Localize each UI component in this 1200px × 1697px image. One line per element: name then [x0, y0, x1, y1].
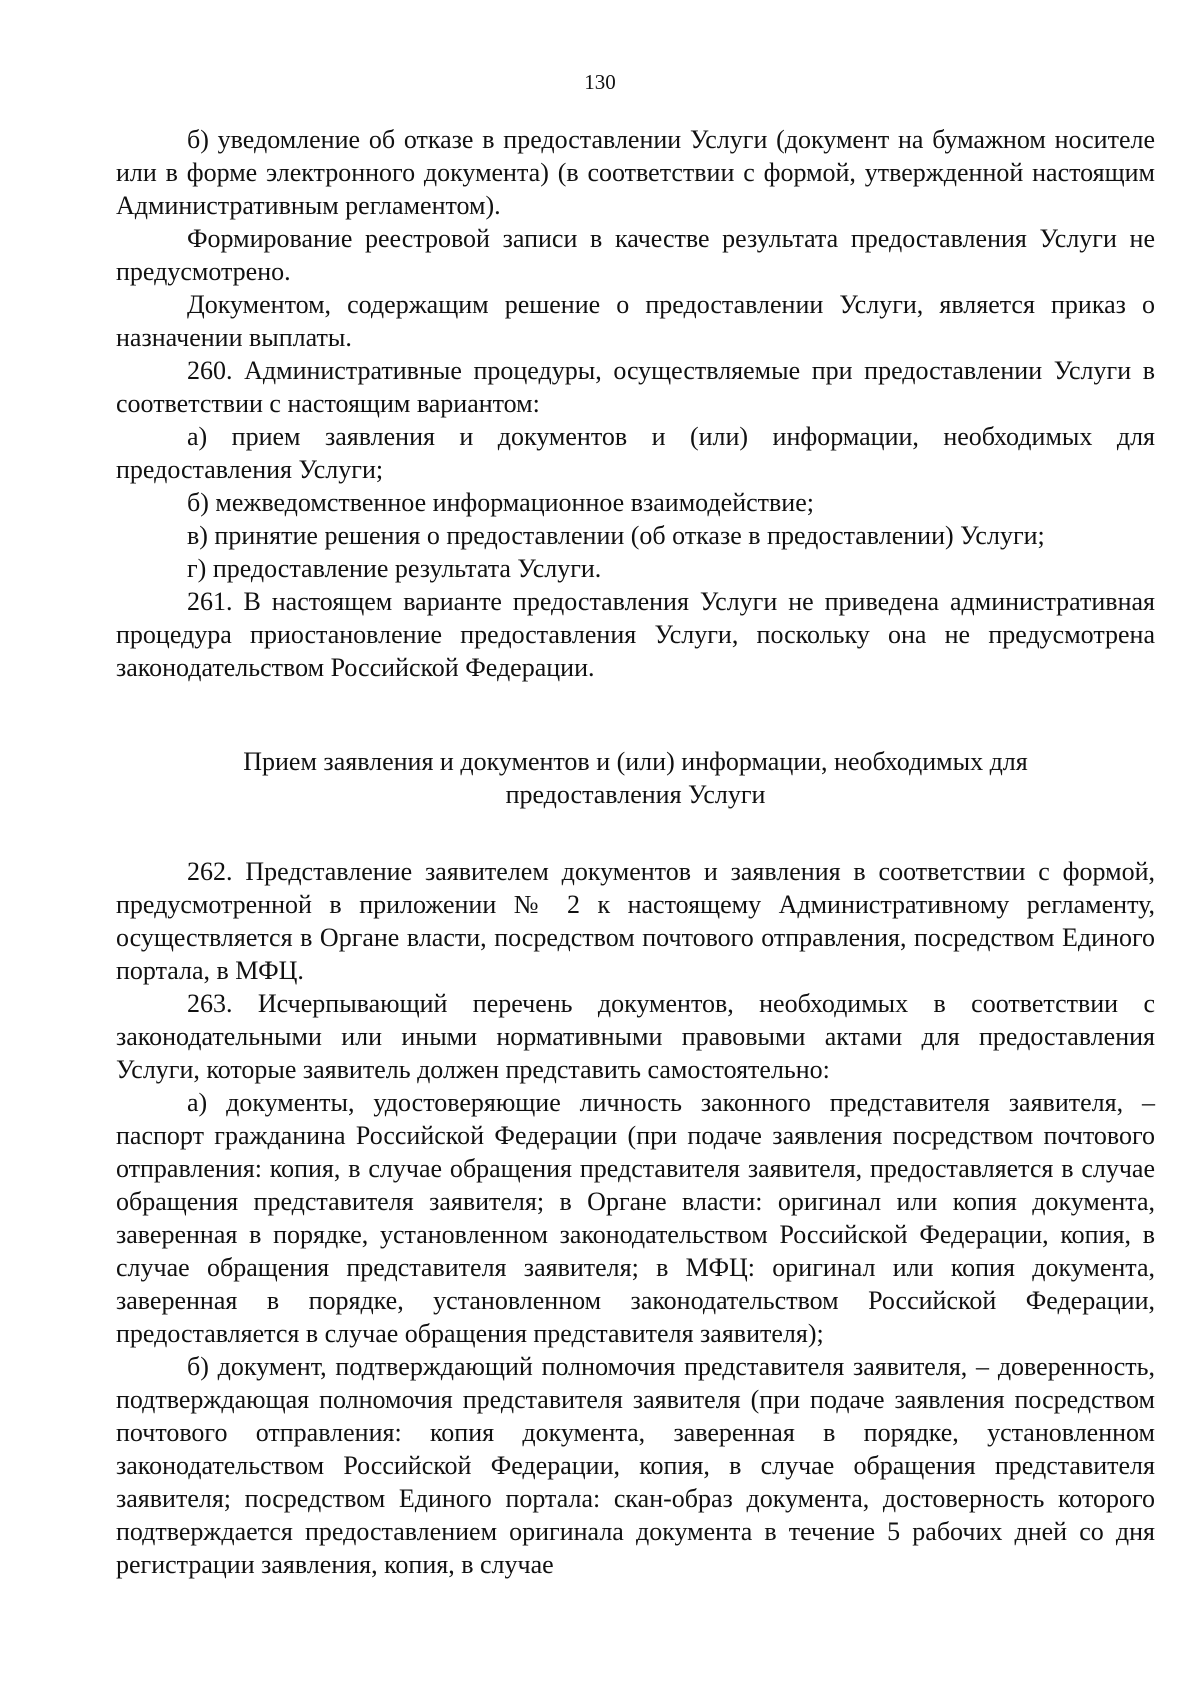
paragraph-260: 260. Административные процедуры, осуществляемые при предоставлении Услуги в соответствии с настоящим вариантом: [116, 356, 1155, 418]
paragraph: б) уведомление об отказе в предоставлении Услуги (документ на бумажном носителе или в форме электронного документа) (в соответствии с формой, утвержденной настоящим Административным регламентом). [116, 125, 1155, 220]
list-item-b: б) документ, подтверждающий полномочия представителя заявителя, – доверенность, подтверждающая полномочия представителя заявителя (при подаче заявления посредством почтового отправления: копия документа, заверенная в порядке, установленном законодательством Российской Федерации, копия, в случае обращения представителя заявителя; посредством Единого портала: скан-образ документа, достоверность которого подтверждается предоставлением оригинала документа в течение 5 рабочих дней со дня регистрации заявления, копия, в случае [116, 1352, 1155, 1579]
list-item-v: в) принятие решения о предоставлении (об отказе в предоставлении) Услуги; [187, 521, 1045, 550]
list-item-g: г) предоставление результата Услуги. [187, 554, 602, 583]
paragraph-262: 262. Представление заявителем документов и заявления в соответствии с формой, предусмотренной в приложении № 2 к настоящему Административному регламенту, осуществляется в Органе власти, посредством почтового отправления, посредством Единого портала, в МФЦ. [116, 857, 1155, 985]
list-item-a: а) прием заявления и документов и (или) информации, необходимых для предоставления Услуги; [116, 422, 1155, 484]
paragraph: Формирование реестровой записи в качестве результата предоставления Услуги не предусмотрено. [116, 224, 1155, 286]
list-item-a: а) документы, удостоверяющие личность законного представителя заявителя, – паспорт гражданина Российской Федерации (при подаче заявления посредством почтового отправления: копия, в случае обращения представителя заявителя, предоставляется в случае обращения представителя заявителя; в Органе власти: оригинал или копия документа, заверенная в порядке, установленном законодательством Российской Федерации, копия, в случае обращения представителя заявителя; в МФЦ: оригинал или копия документа, заверенная в порядке, установленном законодательством Российской Федерации, предоставляется в случае обращения представителя заявителя); [116, 1088, 1155, 1348]
paragraph: Документом, содержащим решение о предоставлении Услуги, является приказ о назначении выплаты. [116, 290, 1155, 352]
paragraph-261: 261. В настоящем варианте предоставления Услуги не приведена административная процедура приостановление предоставления Услуги, поскольку она не предусмотрена законодательством Российской Федерации. [116, 587, 1155, 682]
page-number: 130 [584, 70, 616, 94]
section-heading: Прием заявления и документов и (или) информации, необходимых для предоставления Услуги [243, 747, 1028, 809]
document-body [116, 123, 1155, 1581]
paragraph-263: 263. Исчерпывающий перечень документов, необходимых в соответствии с законодательными или иными нормативными правовыми актами для предоставления Услуги, которые заявитель должен представить самостоятельно: [116, 989, 1155, 1084]
list-item-b: б) межведомственное информационное взаимодействие; [187, 488, 814, 517]
